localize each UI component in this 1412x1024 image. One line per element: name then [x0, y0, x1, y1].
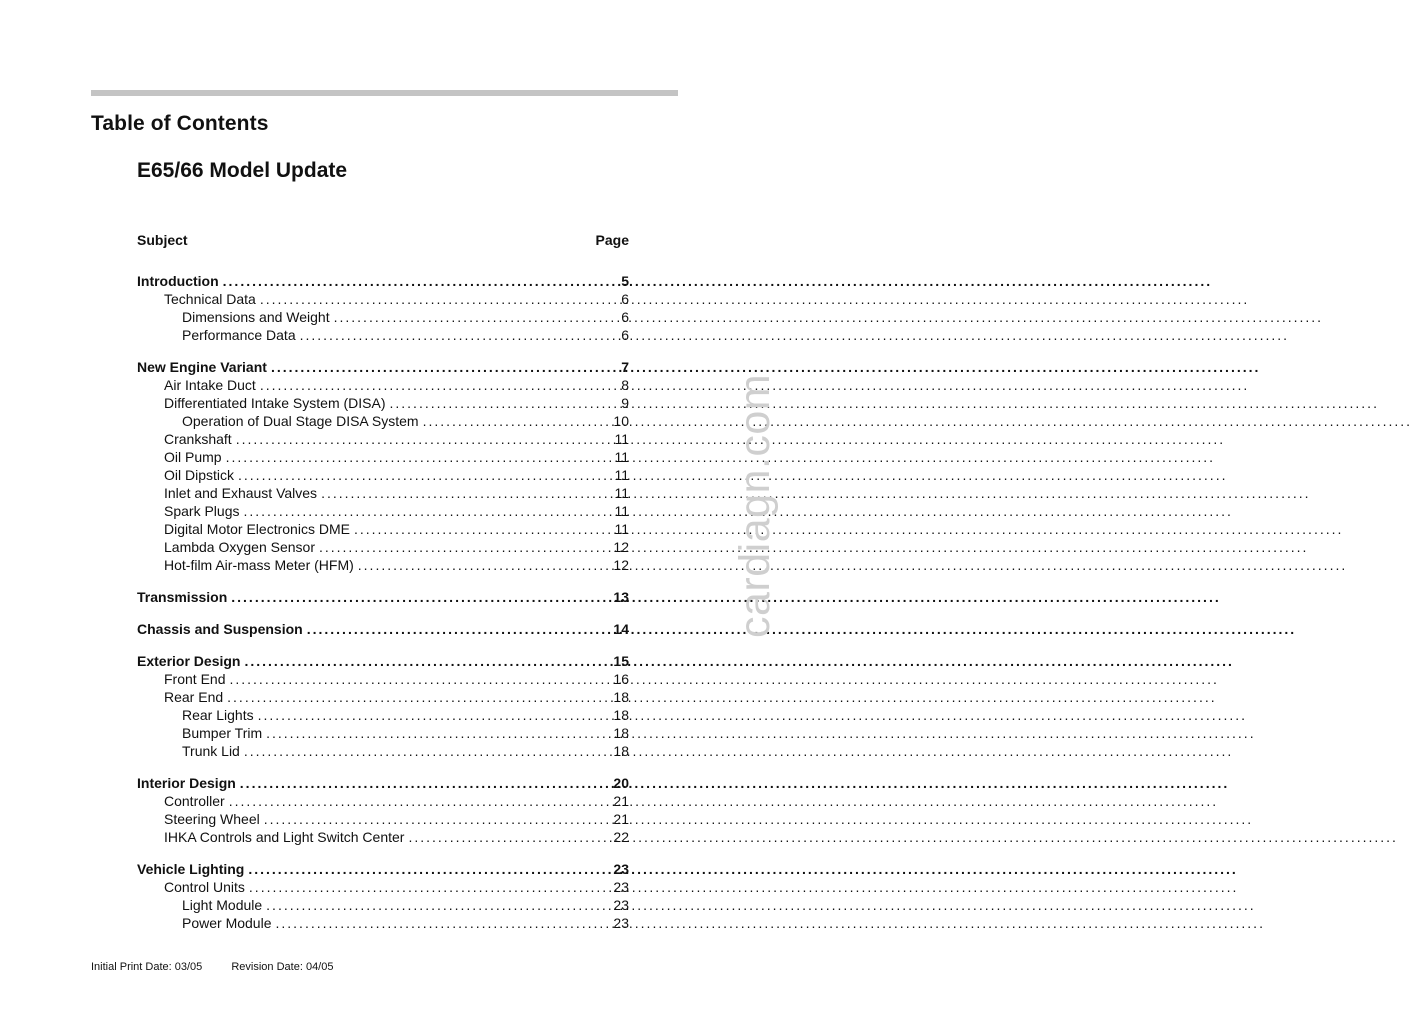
toc-entry-page: 5 — [621, 273, 629, 289]
toc-entry — [137, 448, 629, 466]
toc-entry-title: Control Units — [164, 879, 245, 895]
toc-entry-page: 23 — [613, 915, 629, 931]
toc-section — [137, 652, 629, 670]
toc-entry-page: 23 — [613, 861, 629, 877]
toc-entry-title: Chassis and Suspension — [137, 621, 303, 637]
dot-leader — [260, 376, 620, 394]
toc-entry-page: 6 — [621, 309, 629, 325]
toc-entry-title: Dimensions and Weight — [182, 309, 330, 325]
dot-leader — [223, 272, 621, 290]
toc-entry-title: Front End — [164, 671, 226, 687]
toc-entry-title: Rear Lights — [182, 707, 254, 723]
toc-entry-title: Vehicle Lighting — [137, 861, 245, 877]
dot-leader — [300, 326, 621, 344]
page-heading: Table of Contents — [91, 112, 269, 135]
toc-entry-page: 18 — [613, 707, 629, 723]
toc-entry-title: Performance Data — [182, 327, 296, 343]
toc-entry — [137, 308, 629, 326]
toc-entry-page: 11 — [614, 467, 629, 483]
dot-leader — [319, 538, 612, 556]
subject-column-header: Subject — [137, 232, 188, 248]
dot-leader — [358, 556, 613, 574]
toc-entry-title: New Engine Variant — [137, 359, 267, 375]
toc-entry — [137, 376, 629, 394]
toc-section — [137, 358, 629, 376]
toc-entry — [137, 412, 629, 430]
dot-leader — [334, 308, 621, 326]
toc-entry-title: Rear End — [164, 689, 224, 705]
toc-entry-title: Introduction — [137, 273, 219, 289]
toc-entry-title: Steering Wheel — [164, 811, 260, 827]
toc-entry — [137, 914, 629, 932]
toc-section — [137, 620, 629, 638]
dot-leader — [354, 520, 614, 538]
toc-entry-title: Controller — [164, 793, 225, 809]
top-rule — [91, 90, 678, 96]
toc-entry-page: 11 — [614, 485, 629, 501]
dot-leader — [227, 688, 612, 706]
toc-entry — [137, 502, 629, 520]
toc-entry — [137, 484, 629, 502]
dot-leader — [271, 358, 620, 376]
dot-leader — [307, 620, 613, 638]
dot-leader — [258, 706, 613, 724]
toc-section — [137, 588, 629, 606]
dot-leader — [276, 914, 613, 932]
toc-entry-title: Operation of Dual Stage DISA System — [182, 413, 419, 429]
toc-entry-page: 10 — [613, 413, 629, 429]
dot-leader — [248, 860, 612, 878]
toc-entry-title: Inlet and Exhaust Valves — [164, 485, 318, 501]
toc-entry — [137, 810, 629, 828]
toc-entry-title: Oil Pump — [164, 449, 222, 465]
toc-entry-page: 16 — [613, 671, 629, 687]
toc-section — [137, 774, 629, 792]
dot-leader — [231, 588, 612, 606]
toc-entry-title: IHKA Controls and Light Switch Center — [164, 829, 405, 845]
toc-entry-page: 14 — [613, 621, 629, 637]
toc-entry — [137, 724, 629, 742]
toc-entry — [137, 556, 629, 574]
page-column-header: Page — [595, 232, 629, 248]
toc-entry-title: Lambda Oxygen Sensor — [164, 539, 315, 555]
toc-entry-page: 11 — [614, 503, 629, 519]
toc-entry — [137, 742, 629, 760]
toc-entry — [137, 878, 629, 896]
print-date: Initial Print Date: 03/05 — [91, 961, 203, 973]
toc-entry-page: 12 — [613, 539, 629, 555]
dot-leader — [266, 896, 612, 914]
dot-leader — [238, 466, 613, 484]
dot-leader — [244, 652, 612, 670]
toc-entry-page: 8 — [621, 377, 629, 393]
toc-section — [137, 860, 629, 878]
toc-entry-page: 12 — [613, 557, 629, 573]
toc-entry-title: Air Intake Duct — [164, 377, 256, 393]
dot-leader — [249, 878, 613, 896]
toc-entry-page: 11 — [614, 449, 629, 465]
toc-entry-page: 23 — [613, 879, 629, 895]
toc-entry — [137, 290, 629, 308]
toc-entry-page: 18 — [613, 689, 629, 705]
dot-leader — [244, 742, 613, 760]
dot-leader — [236, 430, 614, 448]
toc-entry-page: 6 — [621, 291, 629, 307]
toc-entry-title: Digital Motor Electronics DME — [164, 521, 350, 537]
toc-section — [137, 272, 629, 290]
toc-entry-page: 6 — [621, 327, 629, 343]
footer — [91, 961, 333, 973]
toc-entry-title: Technical Data — [164, 291, 256, 307]
toc-entry — [137, 792, 629, 810]
toc-entry-title: Spark Plugs — [164, 503, 240, 519]
toc-entry-title: Crankshaft — [164, 431, 232, 447]
toc-entry — [137, 706, 629, 724]
toc-entry — [137, 430, 629, 448]
toc-entry-page: 18 — [613, 725, 629, 741]
toc-entry — [137, 394, 629, 412]
toc-entry-page: 11 — [614, 431, 629, 447]
dot-leader — [321, 484, 613, 502]
toc-entry — [137, 538, 629, 556]
toc-entry-title: Trunk Lid — [182, 743, 240, 759]
toc-entry — [137, 896, 629, 914]
toc-entry-page: 7 — [621, 359, 629, 375]
toc-entry-page: 21 — [613, 811, 629, 827]
dot-leader — [226, 448, 614, 466]
dot-leader — [229, 792, 613, 810]
dot-leader — [390, 394, 621, 412]
toc-entry-page: 21 — [613, 793, 629, 809]
toc-entry-title: Transmission — [137, 589, 228, 605]
dot-leader — [240, 774, 613, 792]
toc-entry — [137, 828, 629, 846]
toc-entry-page: 11 — [614, 521, 629, 537]
toc-entry-page: 18 — [613, 743, 629, 759]
toc-entry-page: 22 — [613, 829, 629, 845]
dot-leader — [423, 412, 613, 430]
toc-entry-page: 15 — [613, 653, 629, 669]
watermark-text: cardiagn.com — [731, 373, 779, 638]
toc-entry-title: Differentiated Intake System (DISA) — [164, 395, 386, 411]
toc-entry — [137, 670, 629, 688]
toc-entry-title: Light Module — [182, 897, 263, 913]
toc-entry-page: 20 — [613, 775, 629, 791]
toc-entry-title: Interior Design — [137, 775, 236, 791]
toc-entry-title: Bumper Trim — [182, 725, 263, 741]
toc-entry-page: 23 — [613, 897, 629, 913]
toc-entry-page: 13 — [613, 589, 629, 605]
dot-leader — [260, 290, 620, 308]
toc-entry — [137, 688, 629, 706]
dot-leader — [229, 670, 612, 688]
dot-leader — [408, 828, 612, 846]
toc-entry — [137, 520, 629, 538]
toc-entry-title: Exterior Design — [137, 653, 241, 669]
document-title: E65/66 Model Update — [137, 159, 348, 182]
dot-leader — [264, 810, 613, 828]
toc-entry-title: Oil Dipstick — [164, 467, 235, 483]
toc-entry-title: Power Module — [182, 915, 272, 931]
dot-leader — [243, 502, 613, 520]
toc-entry-title: Hot-film Air-mass Meter (HFM) — [164, 557, 354, 573]
toc-entry — [137, 326, 629, 344]
toc-entry — [137, 466, 629, 484]
revision-date: Revision Date: 04/05 — [231, 961, 334, 973]
toc-entry-page: 9 — [621, 395, 629, 411]
dot-leader — [266, 724, 612, 742]
